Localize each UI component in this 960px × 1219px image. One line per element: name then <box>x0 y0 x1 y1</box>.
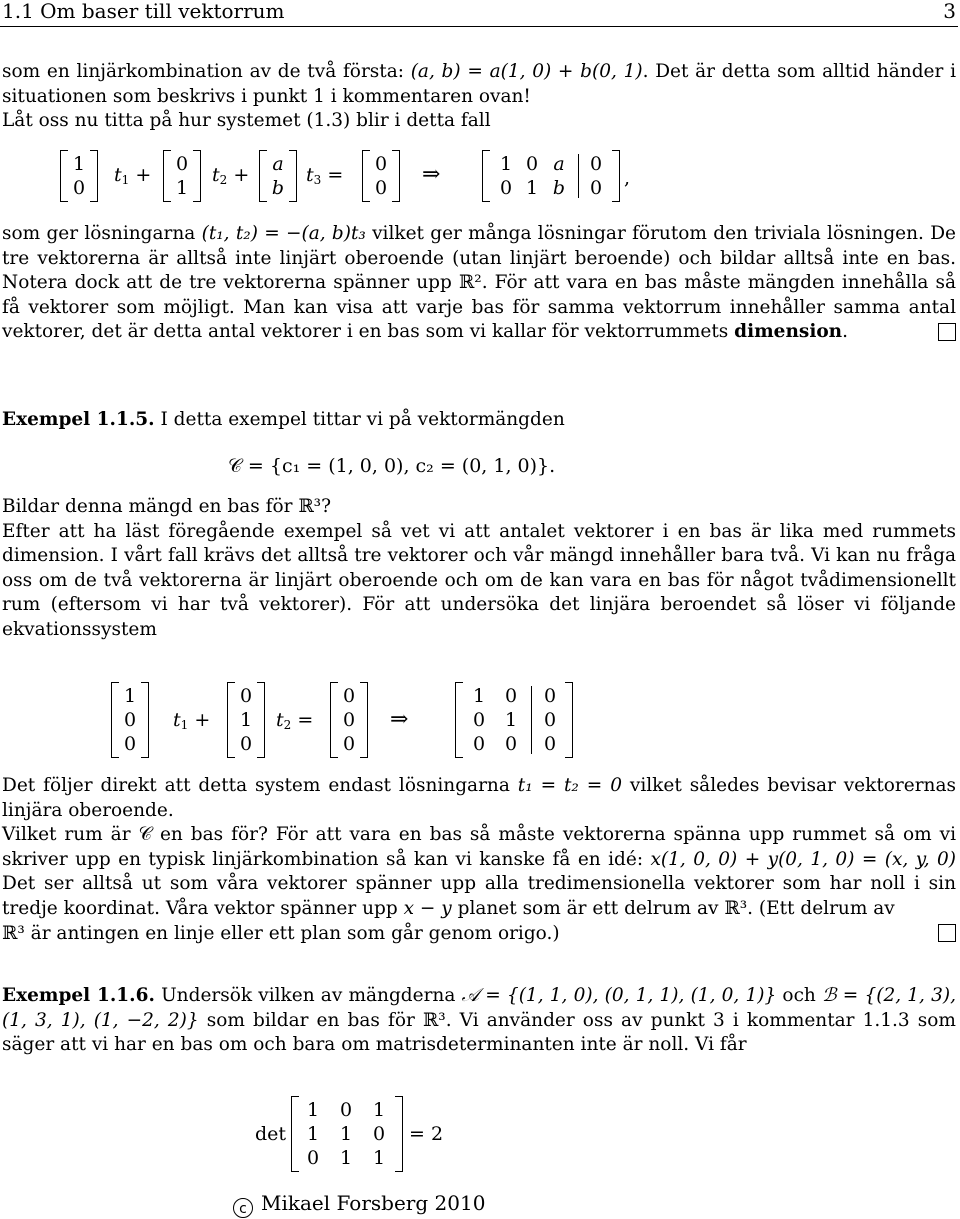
matrix-entry: 0 <box>342 685 356 707</box>
text-run: . Det är detta som alltid händer i situationen som beskrivs i punkt 1 i kommentaren ovan! <box>2 61 956 107</box>
matrix-entry: 1 <box>339 1147 353 1169</box>
matrix-entry: 1 <box>372 1147 386 1169</box>
implies-arrow: ⇒ <box>390 707 409 732</box>
paragraph-dimension <box>2 495 956 643</box>
example-label: Exempel 1.1.5. <box>2 409 155 430</box>
matrix-entry: 0 <box>504 733 518 755</box>
matrix-entry: 0 <box>239 685 253 707</box>
text-run: Bildar denna mängd en bas för <box>2 496 299 517</box>
matrix-entry: 0 <box>72 177 86 199</box>
text-run: Undersök vilken av mängderna <box>154 985 462 1006</box>
vector-2 <box>227 682 265 758</box>
paragraph-intro <box>2 60 956 134</box>
text-run: Det ser alltså ut som våra vektorer spänner upp alla tredimensionella vektorer som har noll i sin tredje koordinat. Våra vektor spänner upp <box>2 873 956 919</box>
matrix-entry: 0 <box>543 709 557 731</box>
qed-box-icon <box>938 323 956 341</box>
matrix-entry: 0 <box>504 685 518 707</box>
math-inline: ℝ³ <box>298 496 322 517</box>
determinant-result: = 2 <box>409 1123 444 1145</box>
matrix-entry: 1 <box>175 177 189 199</box>
math-inline: ℝ³ <box>2 922 25 944</box>
text-run: Vilket rum är 𝒞 en bas för? För att vara en bas så måste vektorerna spänna upp rummet så om vi skriver upp en typisk linjärkombination så kan vi kanske få en idé: <box>2 824 956 870</box>
matrix-entry: 1 <box>499 153 513 175</box>
text-run: . (Ett delrum av <box>747 897 895 919</box>
math-inline: ℝ³ <box>422 1009 446 1031</box>
matrix-entry: 0 <box>372 1123 386 1145</box>
vector-1 <box>60 150 98 202</box>
matrix-entry: 1 <box>339 1123 353 1145</box>
matrix-entry: 0 <box>543 733 557 755</box>
text-run: . För att vara en bas måste mängden innehålla så få vektorer som möjligt. Man kan visa att varje bas för samma vektorrum innehåller samma antal vektorer, det är detta antal vektorer i en bas som vi kallar för vektorrummets <box>2 272 956 343</box>
matrix-entry: 0 <box>306 1147 320 1169</box>
section-title: 1.1 Om baser till vektorrum <box>2 0 285 23</box>
matrix-entry: 1 <box>525 177 539 199</box>
qed-box-icon <box>938 924 956 942</box>
matrix-entry: 1 <box>372 1099 386 1121</box>
matrix-entry: 0 <box>374 153 388 175</box>
text-run: Efter att ha läst föregående exempel så vet vi att antalet vektorer i en bas är lika med rummets dimension. I vårt fall krävs det alltså tre vektorer och vår mängd innehåller bara två. Vi kan nu fråga oss om de två vektorerna är linjärt oberoende och om de kan vara en bas för något tvådimensionellt rum (eftersom vi har två vektorer). För att undersöka det linjära beroendet så löser vi följande ekvationssystem <box>2 520 956 640</box>
matrix-entry: a <box>272 153 284 175</box>
matrix-entry: b <box>552 177 566 199</box>
text-run: vilket således bevisar vektorernas linjära oberoende. <box>2 775 956 821</box>
augmented-matrix-1 <box>482 150 620 202</box>
matrix-entry: b <box>271 177 285 199</box>
math-inline: x(1, 0, 0) + y(0, 1, 0) = (x, y, 0) <box>650 848 956 870</box>
math-term: $t_1$ + <box>173 709 211 732</box>
example-label: Exempel 1.1.6. <box>2 985 155 1006</box>
matrix-entry: 0 <box>589 177 603 199</box>
vector-3 <box>259 150 297 202</box>
matrix-entry: 1 <box>72 153 86 175</box>
det-operator: det <box>255 1123 287 1145</box>
determinant-matrix <box>291 1096 403 1172</box>
math-term: $t_2$ = <box>276 709 314 732</box>
matrix-entry: 0 <box>123 709 137 731</box>
example-1-1-5 <box>2 408 956 433</box>
text-run: planet som är ett delrum av <box>451 897 725 919</box>
text-run: och <box>776 985 823 1006</box>
matrix-entry: 1 <box>306 1123 320 1145</box>
math-inline: x − y <box>403 897 452 919</box>
page-number: 3 <box>943 0 956 23</box>
matrix-entry: 1 <box>123 685 137 707</box>
matrix-entry: 1 <box>239 709 253 731</box>
vector-1 <box>111 682 149 758</box>
running-header <box>2 0 956 22</box>
text-run: som bildar en bas för <box>198 1009 423 1031</box>
matrix-entry: 0 <box>543 685 557 707</box>
header-rule <box>0 26 958 27</box>
text-run: som en linjärkombination av de två första: <box>2 61 411 82</box>
math-inline: t₁ = t₂ = 0 <box>517 775 622 796</box>
vector-2 <box>163 150 201 202</box>
text-run: vilket ger många lösningar förutom den triviala lösningen. De tre vektorerna är alltså inte linjärt oberoende (utan linjärt beroende) och bildar alltså inte en bas. Notera dock att de tre vektorerna spänner upp <box>2 223 956 294</box>
vector-rhs <box>330 682 368 758</box>
matrix-entry: 0 <box>472 709 486 731</box>
matrix-entry: 0 <box>123 733 137 755</box>
punctuation: , <box>624 167 631 189</box>
matrix-entry: 0 <box>342 709 356 731</box>
term-dimension: dimension <box>734 321 843 343</box>
math-inline: ℝ² <box>458 272 482 294</box>
math-inline: ℝ³ <box>724 897 748 919</box>
example-1-1-6 <box>2 984 956 1058</box>
matrix-entry: 0 <box>589 153 603 175</box>
text-run: Låt oss nu titta på hur systemet (1.3) blir i detta fall <box>2 110 491 132</box>
copyright-text: Mikael Forsberg 2010 <box>261 1191 486 1215</box>
paragraph-solutions <box>2 222 956 345</box>
augmented-matrix-2 <box>455 682 573 758</box>
set-definition-C: 𝒞 = {c₁ = (1, 0, 0), c₂ = (0, 1, 0)}. <box>228 455 556 477</box>
matrix-entry: 1 <box>472 685 486 707</box>
matrix-entry: 0 <box>525 153 539 175</box>
matrix-entry: 0 <box>239 733 253 755</box>
matrix-entry: 0 <box>339 1099 353 1121</box>
text-run: I detta exempel tittar vi på vektormängden <box>154 409 565 430</box>
matrix-entry: 1 <box>306 1099 320 1121</box>
matrix-entry: 0 <box>499 177 513 199</box>
vector-rhs <box>362 150 400 202</box>
matrix-entry: a <box>553 153 565 175</box>
implies-arrow: ⇒ <box>422 162 441 187</box>
text-run: som ger lösningarna <box>2 223 202 244</box>
text-run: . <box>842 321 849 343</box>
paragraph-independence <box>2 774 956 946</box>
copyright-footer <box>233 1190 485 1218</box>
matrix-entry: 0 <box>342 733 356 755</box>
math-term: $t_1$ + <box>114 164 152 187</box>
math-inline: 𝒜 = {(1, 1, 0), (0, 1, 1), (1, 0, 1)} <box>461 985 777 1006</box>
matrix-entry: 0 <box>472 733 486 755</box>
matrix-entry: 0 <box>175 153 189 175</box>
math-inline: (a, b) = a(1, 0) + b(0, 1) <box>410 61 643 82</box>
text-run: ? <box>321 496 332 517</box>
matrix-entry: 1 <box>504 709 518 731</box>
math-term: $t_3$ = <box>306 164 344 187</box>
math-inline: ℬ = {(2, 1, 3), (1, 3, 1), (1, −2, 2)} <box>2 985 956 1031</box>
copyright-icon: c <box>233 1198 253 1218</box>
matrix-entry: 0 <box>374 177 388 199</box>
math-inline: (t₁, t₂) = −(a, b)t₃ <box>201 223 366 244</box>
math-term: $t_2$ + <box>212 164 250 187</box>
text-run: . Vi använder oss av punkt 3 i kommentar 1.1.3 som säger att vi har en bas om och bara om matrisdeterminanten inte är noll. Vi får <box>2 1009 956 1056</box>
text-run: är antingen en linje eller ett plan som går genom origo.) <box>24 922 560 944</box>
text-run: Det följer direkt att detta system endast lösningarna <box>2 775 518 796</box>
